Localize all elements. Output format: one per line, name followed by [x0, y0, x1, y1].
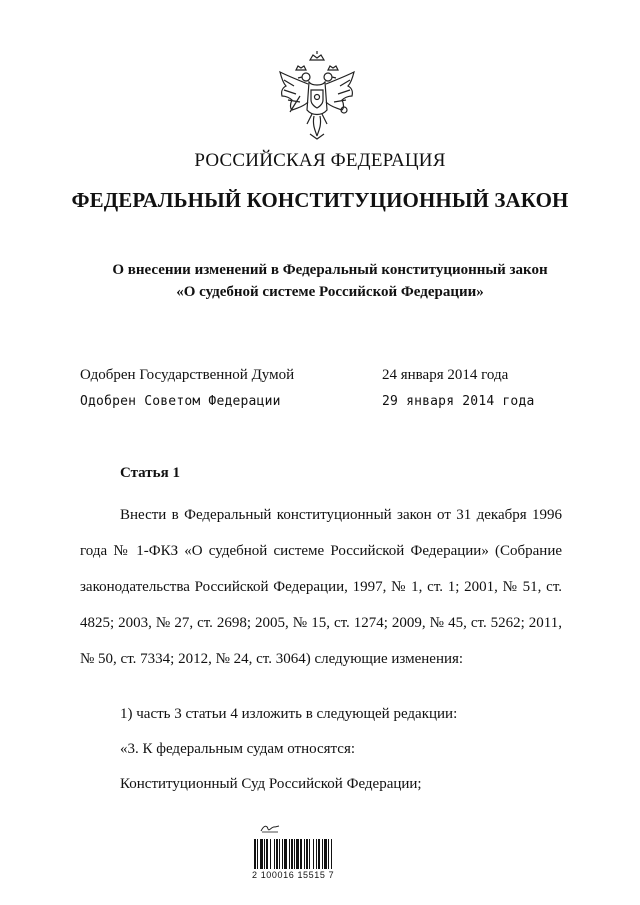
approval-body: Одобрен Советом Федерации [80, 394, 281, 409]
article-intro-paragraph: Внести в Федеральный конституционный закон от 31 декабря 1996 года № 1-ФКЗ «О судебной системе Российской Федерации» (Собрание законодательства Российской Федерации, 1997, № 1, ст. 1; 2001, № 51, ст. 4825; 2003, № 27, ст. 2698; 2005, № 15, ст. 1274; 2009, № 45, ст. 5262; 2011, № 50, ст. 7334; 2012, № 24, ст. 3064) следующие изменения: [80, 507, 562, 667]
law-title-line: «О судебной системе Российской Федерации» [176, 284, 484, 300]
law-title-line: О внесении изменений в Федеральный конституционный закон [112, 262, 548, 278]
approval-date: 29 января 2014 года [382, 394, 535, 409]
barcode-number: 2 100016 15515 7 [252, 870, 335, 880]
coat-of-arms-icon [272, 50, 362, 146]
approval-body: Одобрен Государственной Думой [80, 367, 295, 383]
approval-date: 24 января 2014 года [382, 367, 509, 383]
law-title [60, 259, 600, 303]
law-type-heading: ФЕДЕРАЛЬНЫЙ КОНСТИТУЦИОННЫЙ ЗАКОН [71, 188, 569, 212]
article-heading: Статья 1 [120, 465, 180, 481]
barcode [252, 823, 372, 883]
barcode-bars [254, 839, 366, 869]
handwritten-mark-icon [260, 823, 280, 833]
article-item: «3. К федеральным судам относятся: [120, 741, 356, 757]
article-item: 1) часть 3 статьи 4 изложить в следующей редакции: [120, 706, 458, 722]
country-name: РОССИЙСКАЯ ФЕДЕРАЦИЯ [194, 150, 446, 171]
article-item: Конституционный Суд Российской Федерации; [120, 776, 422, 792]
